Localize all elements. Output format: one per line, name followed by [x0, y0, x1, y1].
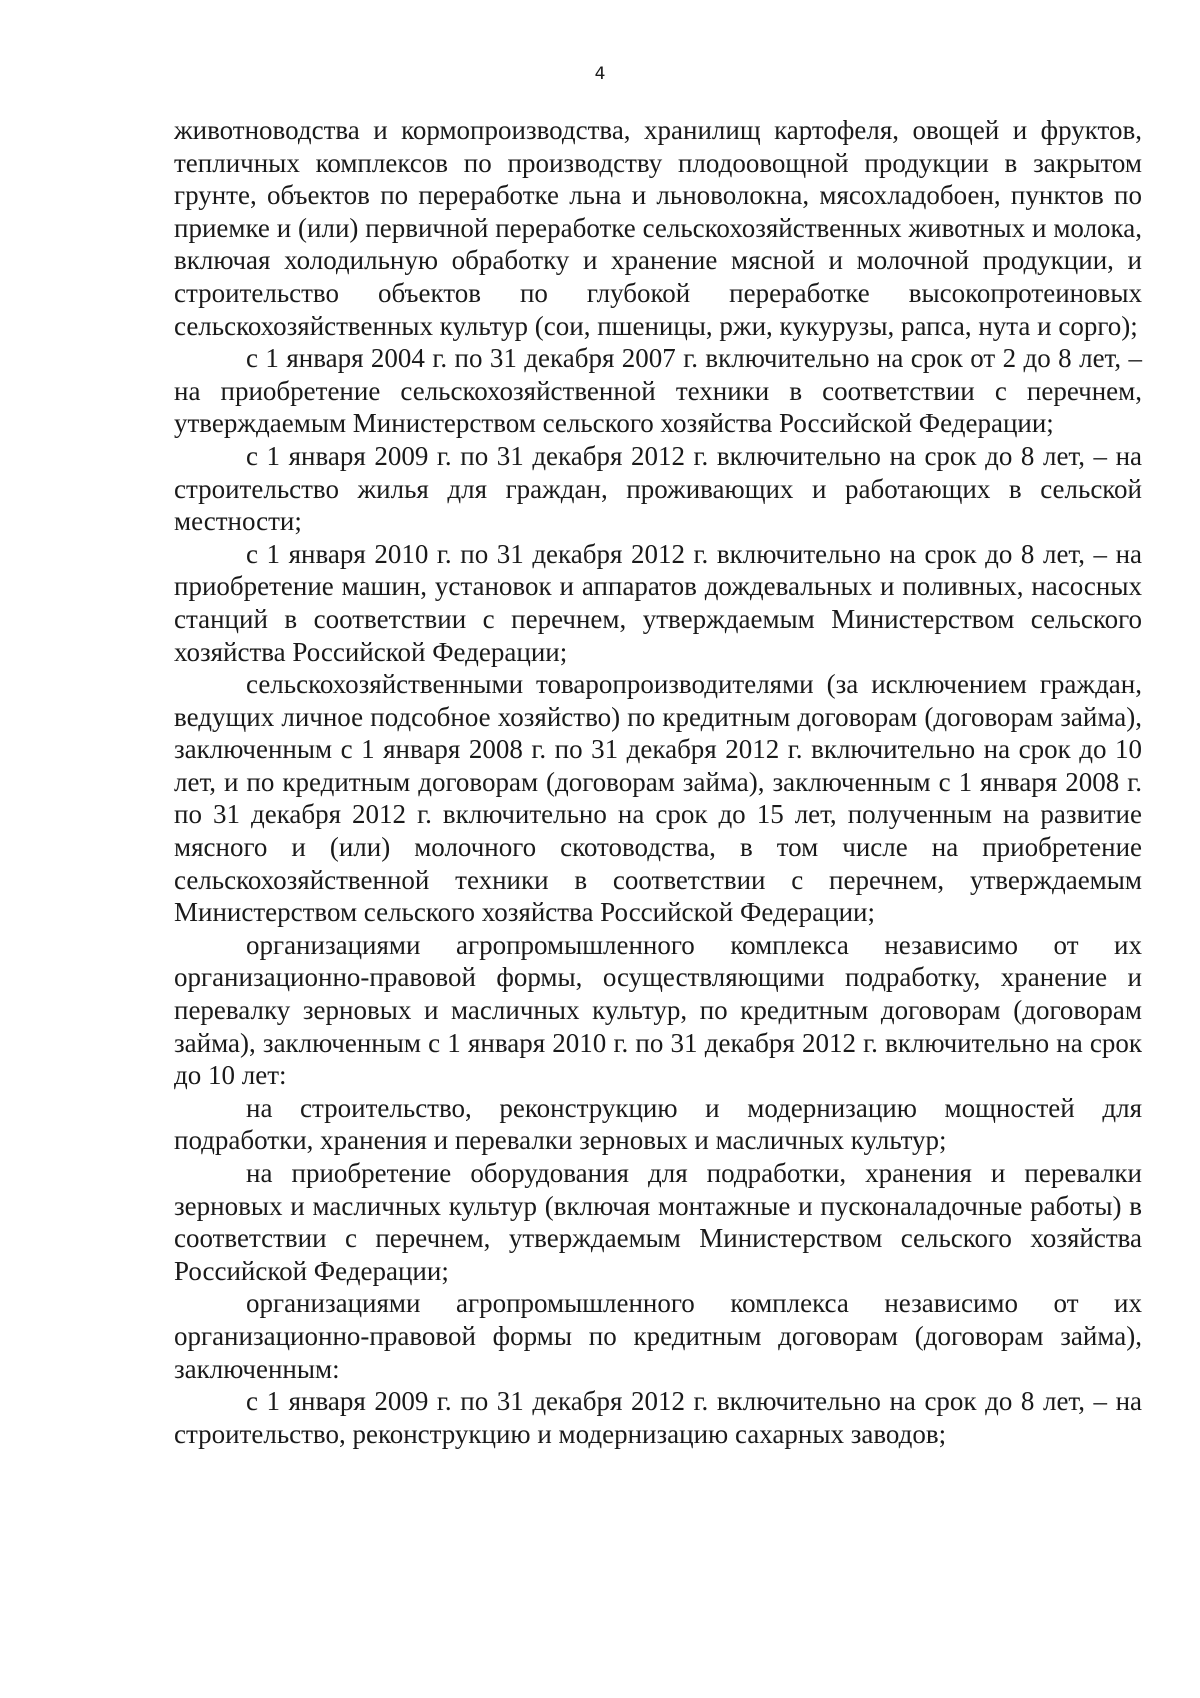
paragraph: на строительство, реконструкцию и модернизацию мощностей для подработки, хранения и перевалки зерновых и масличных культур; — [174, 1092, 1142, 1156]
document-body — [174, 114, 1142, 1450]
paragraph: с 1 января 2010 г. по 31 декабря 2012 г. включительно на срок до 8 лет, – на приобретение машин, установок и аппаратов дождевальных и поливных, насосных станций в соответствии с перечнем, утверждаемым Министерством сельского хозяйства Российской Федерации; — [174, 538, 1142, 667]
paragraph: животноводства и кормопроизводства, хранилищ картофеля, овощей и фруктов, тепличных комплексов по производству плодоовощной продукции в закрытом грунте, объектов по переработке льна и льноволокна, мясохладобоен, пунктов по приемке и (или) первичной переработке сельскохозяйственных животных и молока, включая холодильную обработку и хранение мясной и молочной продукции, и строительство объектов по глубокой переработке высокопротеиновых сельскохозяйственных культур (сои, пшеницы, ржи, кукурузы, рапса, нута и сорго); — [174, 115, 1142, 341]
paragraph: на приобретение оборудования для подработки, хранения и перевалки зерновых и масличных культур (включая монтажные и пусконаладочные работы) в соответствии с перечнем, утверждаемым Министерством сельского хозяйства Российской Федерации; — [174, 1158, 1142, 1286]
paragraph: сельскохозяйственными товаропроизводителями (за исключением граждан, ведущих личное подсобное хозяйство) по кредитным договорам (договорам займа), заключенным с 1 января 2008 г. по 31 декабря 2012 г. включительно на срок до 10 лет, и по кредитным договорам (договорам займа), заключенным с 1 января 2008 г. по 31 декабря 2012 г. включительно на срок до 15 лет, полученным на развитие мясного и (или) молочного скотоводства, в том числе на приобретение сельскохозяйственной техники в соответствии с перечнем, утверждаемым Министерством сельского хозяйства Российской Федерации; — [174, 669, 1142, 928]
page-number: 4 — [594, 64, 606, 84]
paragraph: организациями агропромышленного комплекса независимо от их организационно-правовой формы, осуществляющими подработку, хранение и перевалку зерновых и масличных культур, по кредитным договорам (договорам займа), заключенным с 1 января 2010 г. по 31 декабря 2012 г. включительно на срок до 10 лет: — [174, 929, 1142, 1091]
paragraph: с 1 января 2004 г. по 31 декабря 2007 г. включительно на срок от 2 до 8 лет, – на приобретение сельскохозяйственной техники в соответствии с перечнем, утверждаемым Министерством сельского хозяйства Российской Федерации; — [174, 343, 1142, 439]
paragraph: с 1 января 2009 г. по 31 декабря 2012 г. включительно на срок до 8 лет, – на строительство, реконструкцию и модернизацию сахарных заводов; — [174, 1386, 1142, 1449]
paragraph: с 1 января 2009 г. по 31 декабря 2012 г. включительно на срок до 8 лет, – на строительство жилья для граждан, проживающих и работающих в сельской местности; — [174, 440, 1142, 537]
paragraph: организациями агропромышленного комплекса независимо от их организационно-правовой формы по кредитным договорам (договорам займа), заключенным: — [174, 1288, 1142, 1384]
